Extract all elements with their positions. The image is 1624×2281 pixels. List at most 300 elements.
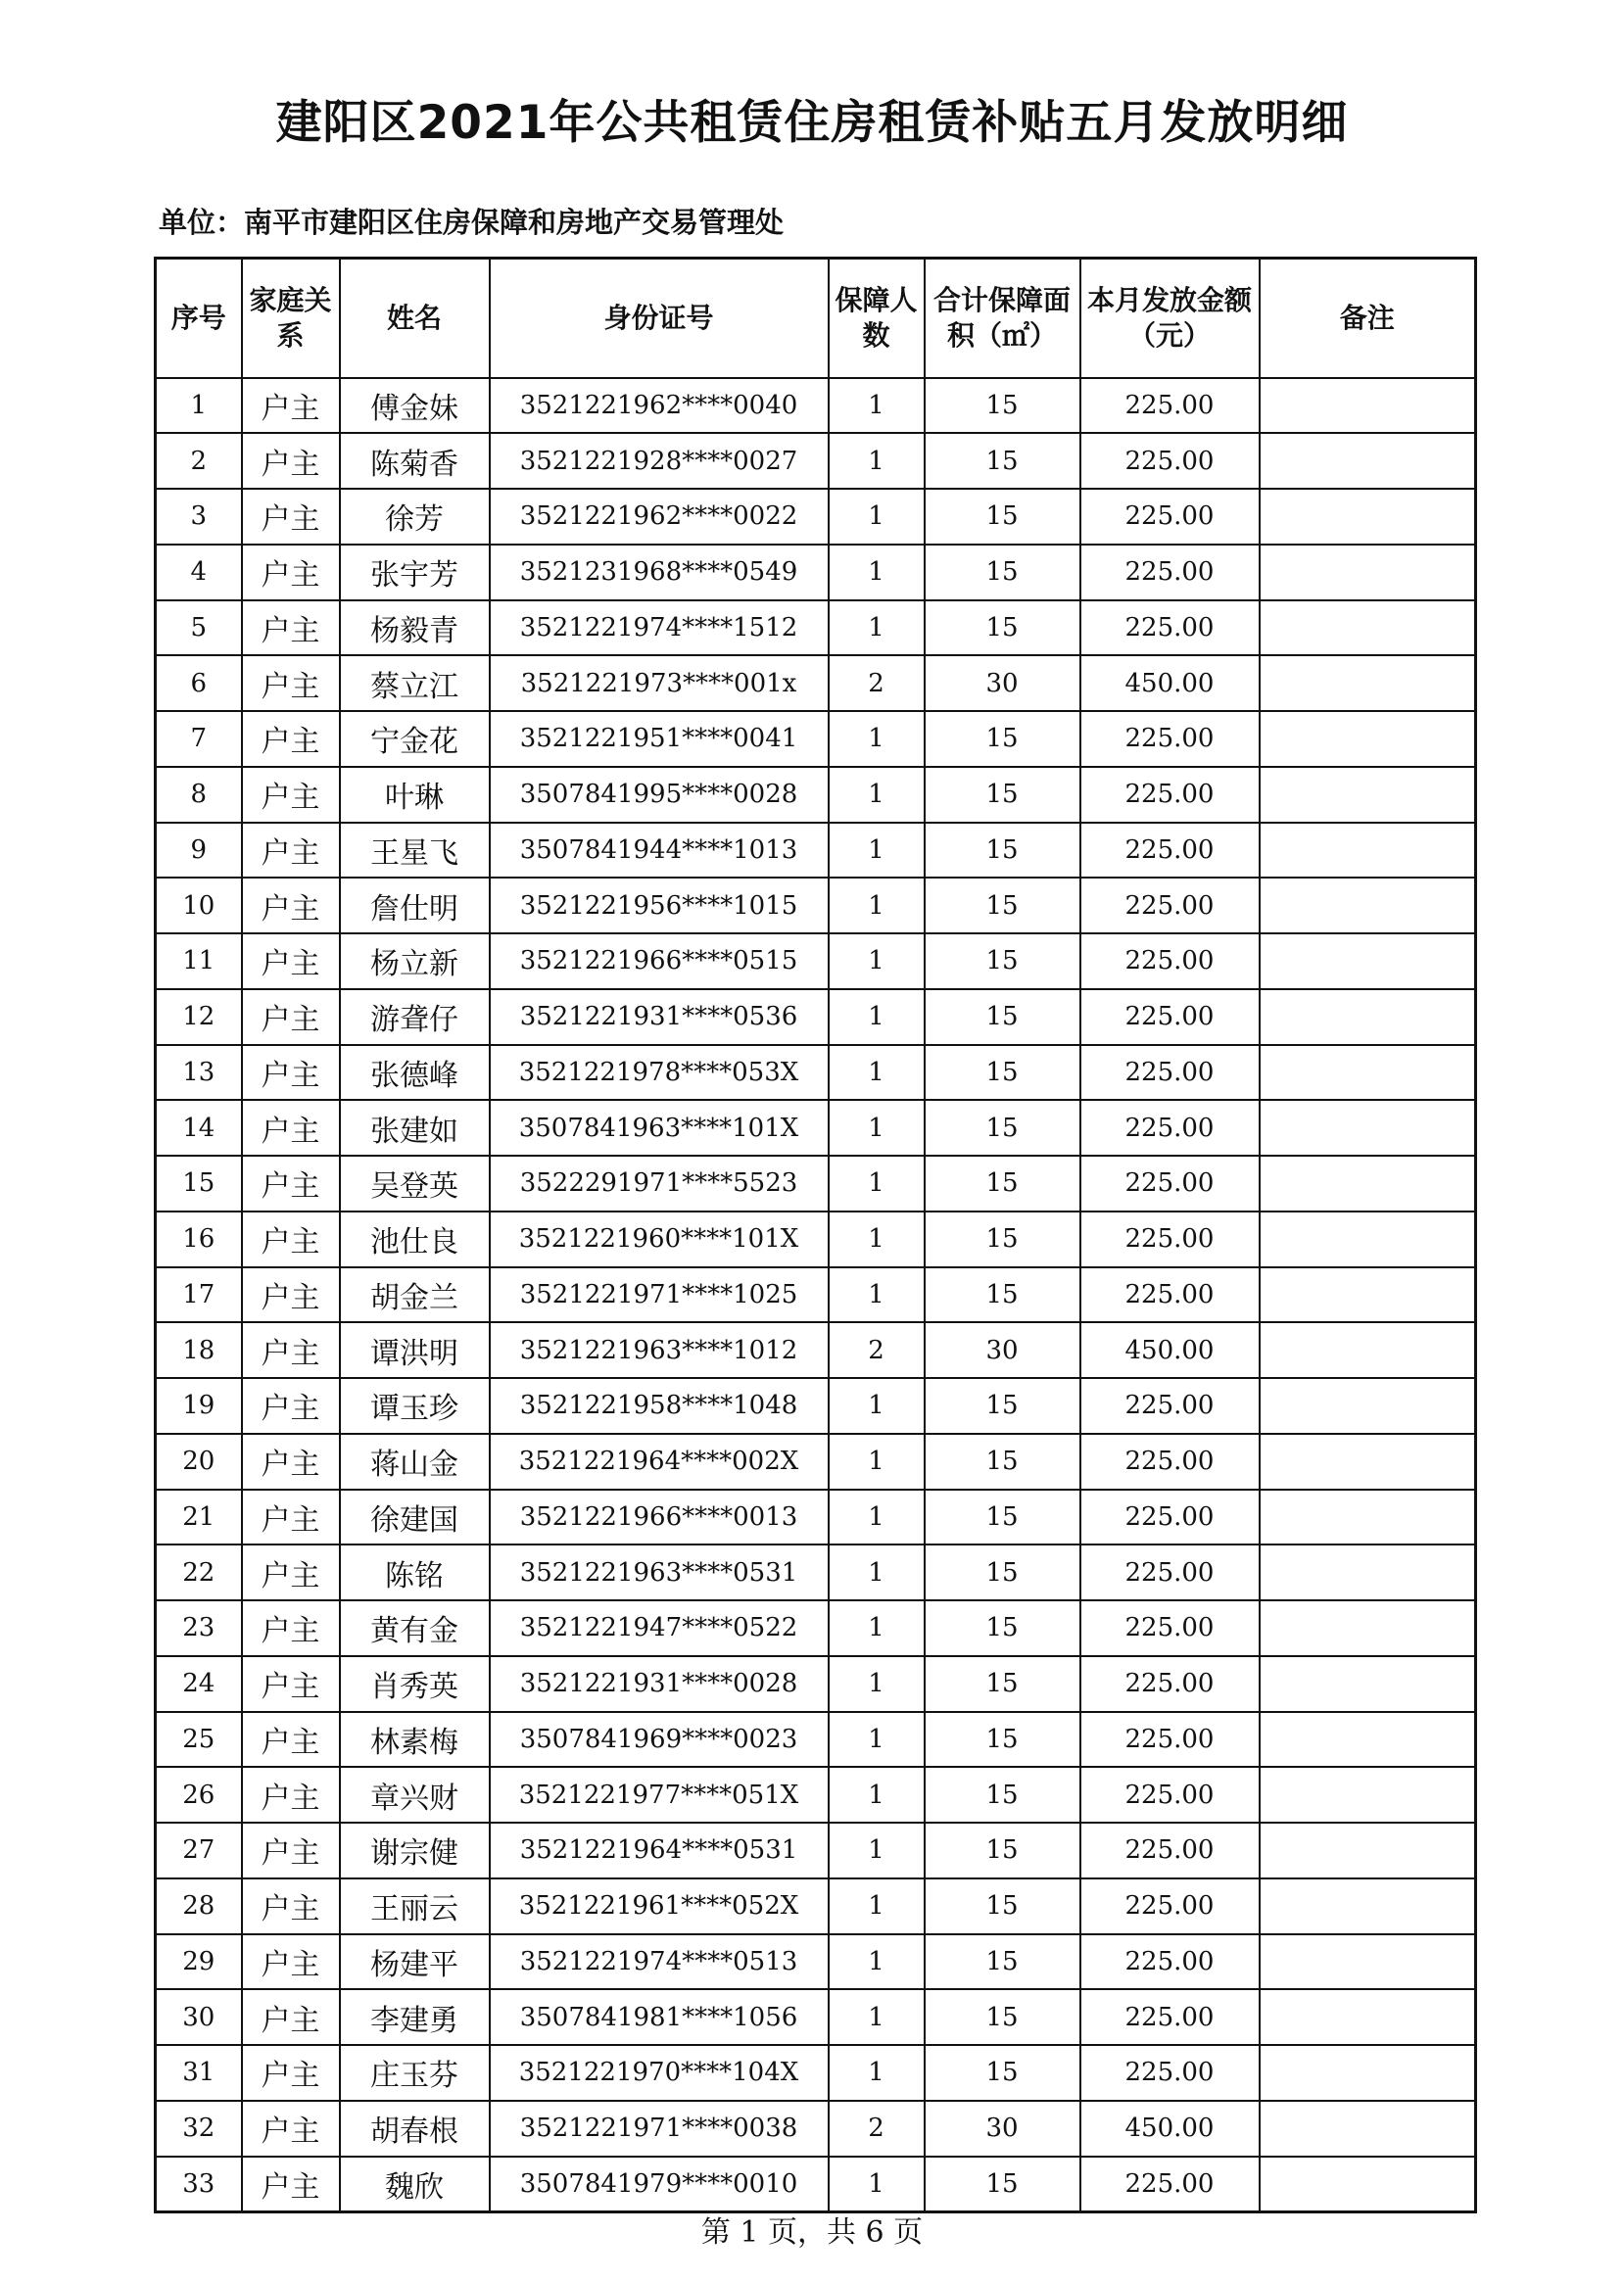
table-row [156,711,1476,767]
cell-no: 31 [156,2045,242,2101]
cell-relation: 户主 [242,711,340,767]
cell-name: 詹仕明 [340,878,490,933]
cell-remark [1260,2101,1476,2157]
cell-name: 王星飞 [340,823,490,879]
cell-area: 15 [925,823,1080,879]
cell-persons: 1 [829,1045,925,1101]
cell-area: 15 [925,1267,1080,1323]
cell-remark [1260,1878,1476,1934]
cell-area: 15 [925,1712,1080,1768]
cell-remark [1260,545,1476,600]
table-row [156,2157,1476,2212]
header-remark: 备注 [1260,259,1476,378]
table-row [156,1656,1476,1712]
cell-remark [1260,767,1476,823]
cell-no: 6 [156,655,242,711]
cell-id: 3521221973****001x [490,655,829,711]
cell-relation: 户主 [242,2101,340,2157]
cell-id: 3521221958****1048 [490,1378,829,1434]
cell-id: 3507841944****1013 [490,823,829,879]
cell-amount: 450.00 [1080,1322,1260,1378]
cell-persons: 2 [829,2101,925,2157]
cell-no: 21 [156,1490,242,1545]
cell-relation: 户主 [242,545,340,600]
cell-id: 3521221956****1015 [490,878,829,933]
cell-name: 宁金花 [340,711,490,767]
cell-relation: 户主 [242,878,340,933]
cell-persons: 1 [829,1934,925,1990]
subsidy-table [154,257,1477,2213]
table-row [156,433,1476,489]
cell-amount: 225.00 [1080,878,1260,933]
cell-persons: 1 [829,1989,925,2045]
table-row [156,1934,1476,1990]
cell-amount: 225.00 [1080,1600,1260,1656]
cell-relation: 户主 [242,1490,340,1545]
cell-no: 7 [156,711,242,767]
cell-name: 谭玉珍 [340,1378,490,1434]
cell-amount: 225.00 [1080,823,1260,879]
cell-name: 魏欣 [340,2157,490,2212]
cell-persons: 1 [829,2157,925,2212]
cell-area: 30 [925,2101,1080,2157]
table-row [156,545,1476,600]
cell-remark [1260,2157,1476,2212]
cell-relation: 户主 [242,655,340,711]
cell-persons: 1 [829,1544,925,1600]
cell-amount: 225.00 [1080,1490,1260,1545]
cell-relation: 户主 [242,1045,340,1101]
table-row [156,1767,1476,1823]
cell-id: 3521221974****0513 [490,1934,829,1990]
cell-amount: 225.00 [1080,1378,1260,1434]
cell-relation: 户主 [242,1212,340,1267]
cell-id: 3521221931****0536 [490,989,829,1045]
cell-amount: 225.00 [1080,489,1260,545]
cell-persons: 1 [829,767,925,823]
cell-amount: 225.00 [1080,1544,1260,1600]
cell-area: 15 [925,1656,1080,1712]
cell-no: 22 [156,1544,242,1600]
cell-persons: 1 [829,1434,925,1490]
cell-id: 3521221974****1512 [490,600,829,656]
cell-amount: 225.00 [1080,545,1260,600]
cell-area: 15 [925,711,1080,767]
cell-no: 32 [156,2101,242,2157]
cell-no: 20 [156,1434,242,1490]
cell-amount: 225.00 [1080,1767,1260,1823]
cell-relation: 户主 [242,1934,340,1990]
cell-id: 3521221931****0028 [490,1656,829,1712]
cell-id: 3521231968****0549 [490,545,829,600]
cell-id: 3521221963****0531 [490,1544,829,1600]
table-row [156,2045,1476,2101]
cell-area: 15 [925,933,1080,989]
cell-no: 8 [156,767,242,823]
cell-persons: 1 [829,1156,925,1212]
cell-id: 3521221928****0027 [490,433,829,489]
cell-persons: 1 [829,2045,925,2101]
cell-amount: 225.00 [1080,1823,1260,1878]
table-row [156,1267,1476,1323]
cell-id: 3521221947****0522 [490,1600,829,1656]
cell-name: 胡金兰 [340,1267,490,1323]
cell-persons: 1 [829,1100,925,1156]
cell-remark [1260,600,1476,656]
cell-area: 30 [925,655,1080,711]
cell-area: 15 [925,378,1080,434]
cell-no: 2 [156,433,242,489]
page-title: 建阳区2021年公共租赁住房租赁补贴五月发放明细 [275,96,1349,150]
cell-relation: 户主 [242,989,340,1045]
cell-persons: 1 [829,878,925,933]
table-row [156,1544,1476,1600]
cell-persons: 1 [829,1378,925,1434]
cell-relation: 户主 [242,1600,340,1656]
cell-no: 19 [156,1378,242,1434]
cell-remark [1260,1712,1476,1768]
cell-id: 3521221966****0013 [490,1490,829,1545]
table-row [156,1434,1476,1490]
cell-relation: 户主 [242,1434,340,1490]
cell-area: 15 [925,600,1080,656]
table-row [156,989,1476,1045]
cell-amount: 225.00 [1080,1156,1260,1212]
cell-persons: 2 [829,1322,925,1378]
cell-name: 游聋仔 [340,989,490,1045]
cell-area: 15 [925,2157,1080,2212]
cell-name: 谭洪明 [340,1322,490,1378]
cell-amount: 225.00 [1080,1989,1260,2045]
cell-no: 24 [156,1656,242,1712]
cell-relation: 户主 [242,1544,340,1600]
cell-relation: 户主 [242,378,340,434]
cell-relation: 户主 [242,433,340,489]
cell-name: 杨建平 [340,1934,490,1990]
cell-id: 3521221971****0038 [490,2101,829,2157]
cell-relation: 户主 [242,1378,340,1434]
cell-relation: 户主 [242,2157,340,2212]
cell-remark [1260,1156,1476,1212]
cell-name: 李建勇 [340,1989,490,2045]
cell-amount: 225.00 [1080,600,1260,656]
table-row [156,489,1476,545]
cell-id: 3521221963****1012 [490,1322,829,1378]
cell-persons: 1 [829,489,925,545]
cell-name: 蔡立江 [340,655,490,711]
table-row [156,1100,1476,1156]
cell-name: 徐建国 [340,1490,490,1545]
cell-no: 5 [156,600,242,656]
cell-amount: 225.00 [1080,378,1260,434]
cell-remark [1260,489,1476,545]
cell-persons: 1 [829,989,925,1045]
cell-name: 蒋山金 [340,1434,490,1490]
header-name: 姓名 [340,259,490,378]
cell-area: 15 [925,2045,1080,2101]
cell-area: 15 [925,489,1080,545]
cell-persons: 1 [829,600,925,656]
table-row [156,1212,1476,1267]
cell-no: 33 [156,2157,242,2212]
cell-remark [1260,1267,1476,1323]
table-row [156,600,1476,656]
cell-area: 15 [925,1378,1080,1434]
cell-amount: 225.00 [1080,1656,1260,1712]
cell-relation: 户主 [242,489,340,545]
cell-persons: 2 [829,655,925,711]
cell-relation: 户主 [242,600,340,656]
cell-remark [1260,1378,1476,1434]
cell-amount: 225.00 [1080,1434,1260,1490]
cell-remark [1260,711,1476,767]
cell-relation: 户主 [242,1100,340,1156]
table-header-row [156,259,1476,378]
cell-area: 30 [925,1322,1080,1378]
cell-name: 胡春根 [340,2101,490,2157]
header-relation: 家庭关系 [242,259,340,378]
cell-id: 3521221964****0531 [490,1823,829,1878]
cell-area: 15 [925,1600,1080,1656]
table-row [156,1878,1476,1934]
cell-area: 15 [925,1934,1080,1990]
cell-area: 15 [925,1156,1080,1212]
cell-name: 杨毅青 [340,600,490,656]
cell-remark [1260,2045,1476,2101]
cell-area: 15 [925,1878,1080,1934]
cell-amount: 225.00 [1080,2045,1260,2101]
cell-persons: 1 [829,823,925,879]
cell-relation: 户主 [242,823,340,879]
cell-remark [1260,1434,1476,1490]
cell-relation: 户主 [242,1823,340,1878]
table-row [156,767,1476,823]
cell-remark [1260,1490,1476,1545]
cell-relation: 户主 [242,1989,340,2045]
table-row [156,1156,1476,1212]
cell-amount: 225.00 [1080,711,1260,767]
cell-amount: 225.00 [1080,1934,1260,1990]
cell-area: 15 [925,767,1080,823]
cell-no: 26 [156,1767,242,1823]
table-row [156,1989,1476,2045]
cell-area: 15 [925,1100,1080,1156]
cell-area: 15 [925,1045,1080,1101]
cell-relation: 户主 [242,1878,340,1934]
cell-remark [1260,1823,1476,1878]
cell-persons: 1 [829,378,925,434]
cell-name: 杨立新 [340,933,490,989]
cell-remark [1260,433,1476,489]
cell-no: 28 [156,1878,242,1934]
cell-name: 谢宗健 [340,1823,490,1878]
cell-no: 4 [156,545,242,600]
cell-name: 张宇芳 [340,545,490,600]
cell-name: 林素梅 [340,1712,490,1768]
table-row [156,2101,1476,2157]
cell-relation: 户主 [242,1656,340,1712]
table-row [156,1712,1476,1768]
cell-name: 池仕良 [340,1212,490,1267]
cell-area: 15 [925,1767,1080,1823]
cell-amount: 450.00 [1080,2101,1260,2157]
cell-no: 10 [156,878,242,933]
cell-relation: 户主 [242,1267,340,1323]
cell-amount: 225.00 [1080,1100,1260,1156]
cell-persons: 1 [829,711,925,767]
cell-no: 12 [156,989,242,1045]
cell-persons: 1 [829,1600,925,1656]
cell-remark [1260,1600,1476,1656]
cell-remark [1260,1656,1476,1712]
cell-persons: 1 [829,1767,925,1823]
cell-relation: 户主 [242,767,340,823]
table-row [156,378,1476,434]
table-row [156,1378,1476,1434]
cell-no: 11 [156,933,242,989]
table-row [156,1322,1476,1378]
table-row [156,655,1476,711]
cell-amount: 225.00 [1080,433,1260,489]
cell-amount: 225.00 [1080,1267,1260,1323]
cell-name: 吴登英 [340,1156,490,1212]
cell-persons: 1 [829,1712,925,1768]
cell-no: 25 [156,1712,242,1768]
cell-area: 15 [925,1212,1080,1267]
table-row [156,823,1476,879]
cell-no: 30 [156,1989,242,2045]
cell-remark [1260,1989,1476,2045]
cell-remark [1260,989,1476,1045]
cell-remark [1260,1767,1476,1823]
cell-persons: 1 [829,1823,925,1878]
cell-name: 黄有金 [340,1600,490,1656]
table-row [156,878,1476,933]
cell-amount: 225.00 [1080,767,1260,823]
cell-name: 庄玉芬 [340,2045,490,2101]
cell-area: 15 [925,1823,1080,1878]
table-row [156,1600,1476,1656]
cell-name: 张建如 [340,1100,490,1156]
cell-persons: 1 [829,933,925,989]
cell-no: 27 [156,1823,242,1878]
cell-no: 23 [156,1600,242,1656]
table-body [156,378,1476,2212]
cell-id: 3521221970****104X [490,2045,829,2101]
cell-remark [1260,1212,1476,1267]
cell-id: 3521221960****101X [490,1212,829,1267]
cell-relation: 户主 [242,933,340,989]
cell-name: 徐芳 [340,489,490,545]
header-persons: 保障人数 [829,259,925,378]
cell-id: 3521221961****052X [490,1878,829,1934]
cell-remark [1260,878,1476,933]
cell-persons: 1 [829,545,925,600]
cell-amount: 225.00 [1080,1212,1260,1267]
cell-remark [1260,1322,1476,1378]
cell-id: 3521221964****002X [490,1434,829,1490]
cell-id: 3521221966****0515 [490,933,829,989]
table-row [156,933,1476,989]
table-row [156,1490,1476,1545]
cell-persons: 1 [829,1490,925,1545]
cell-id: 3507841969****0023 [490,1712,829,1768]
cell-no: 18 [156,1322,242,1378]
cell-amount: 225.00 [1080,933,1260,989]
cell-name: 傅金妹 [340,378,490,434]
cell-remark [1260,1045,1476,1101]
cell-id: 3507841963****101X [490,1100,829,1156]
cell-relation: 户主 [242,1322,340,1378]
cell-remark [1260,933,1476,989]
cell-amount: 225.00 [1080,989,1260,1045]
header-area: 合计保障面积（㎡） [925,259,1080,378]
cell-no: 13 [156,1045,242,1101]
cell-no: 9 [156,823,242,879]
cell-area: 15 [925,545,1080,600]
cell-relation: 户主 [242,1712,340,1768]
header-no: 序号 [156,259,242,378]
cell-area: 15 [925,989,1080,1045]
cell-name: 王丽云 [340,1878,490,1934]
cell-area: 15 [925,1989,1080,2045]
cell-id: 3507841995****0028 [490,767,829,823]
cell-id: 3521221971****1025 [490,1267,829,1323]
cell-amount: 225.00 [1080,1878,1260,1934]
cell-remark [1260,1100,1476,1156]
cell-remark [1260,1544,1476,1600]
cell-persons: 1 [829,1267,925,1323]
cell-name: 章兴财 [340,1767,490,1823]
cell-id: 3522291971****5523 [490,1156,829,1212]
cell-id: 3507841979****0010 [490,2157,829,2212]
cell-remark [1260,378,1476,434]
cell-area: 15 [925,1434,1080,1490]
cell-name: 陈菊香 [340,433,490,489]
cell-no: 17 [156,1267,242,1323]
cell-remark [1260,823,1476,879]
cell-area: 15 [925,878,1080,933]
header-amount: 本月发放金额（元） [1080,259,1260,378]
cell-relation: 户主 [242,1156,340,1212]
cell-remark [1260,1934,1476,1990]
cell-id: 3521221951****0041 [490,711,829,767]
cell-no: 1 [156,378,242,434]
page-footer: 第 1 页，共 6 页 [700,2215,924,2250]
cell-relation: 户主 [242,1767,340,1823]
cell-name: 陈铭 [340,1544,490,1600]
cell-id: 3507841981****1056 [490,1989,829,2045]
cell-name: 张德峰 [340,1045,490,1101]
cell-id: 3521221962****0022 [490,489,829,545]
cell-amount: 450.00 [1080,655,1260,711]
cell-id: 3521221978****053X [490,1045,829,1101]
header-id: 身份证号 [490,259,829,378]
cell-name: 叶琳 [340,767,490,823]
cell-persons: 1 [829,1878,925,1934]
cell-id: 3521221962****0040 [490,378,829,434]
cell-persons: 1 [829,1656,925,1712]
cell-no: 14 [156,1100,242,1156]
cell-no: 16 [156,1212,242,1267]
cell-no: 15 [156,1156,242,1212]
cell-amount: 225.00 [1080,2157,1260,2212]
cell-persons: 1 [829,1212,925,1267]
cell-no: 3 [156,489,242,545]
cell-area: 15 [925,1544,1080,1600]
cell-amount: 225.00 [1080,1712,1260,1768]
table-row [156,1045,1476,1101]
